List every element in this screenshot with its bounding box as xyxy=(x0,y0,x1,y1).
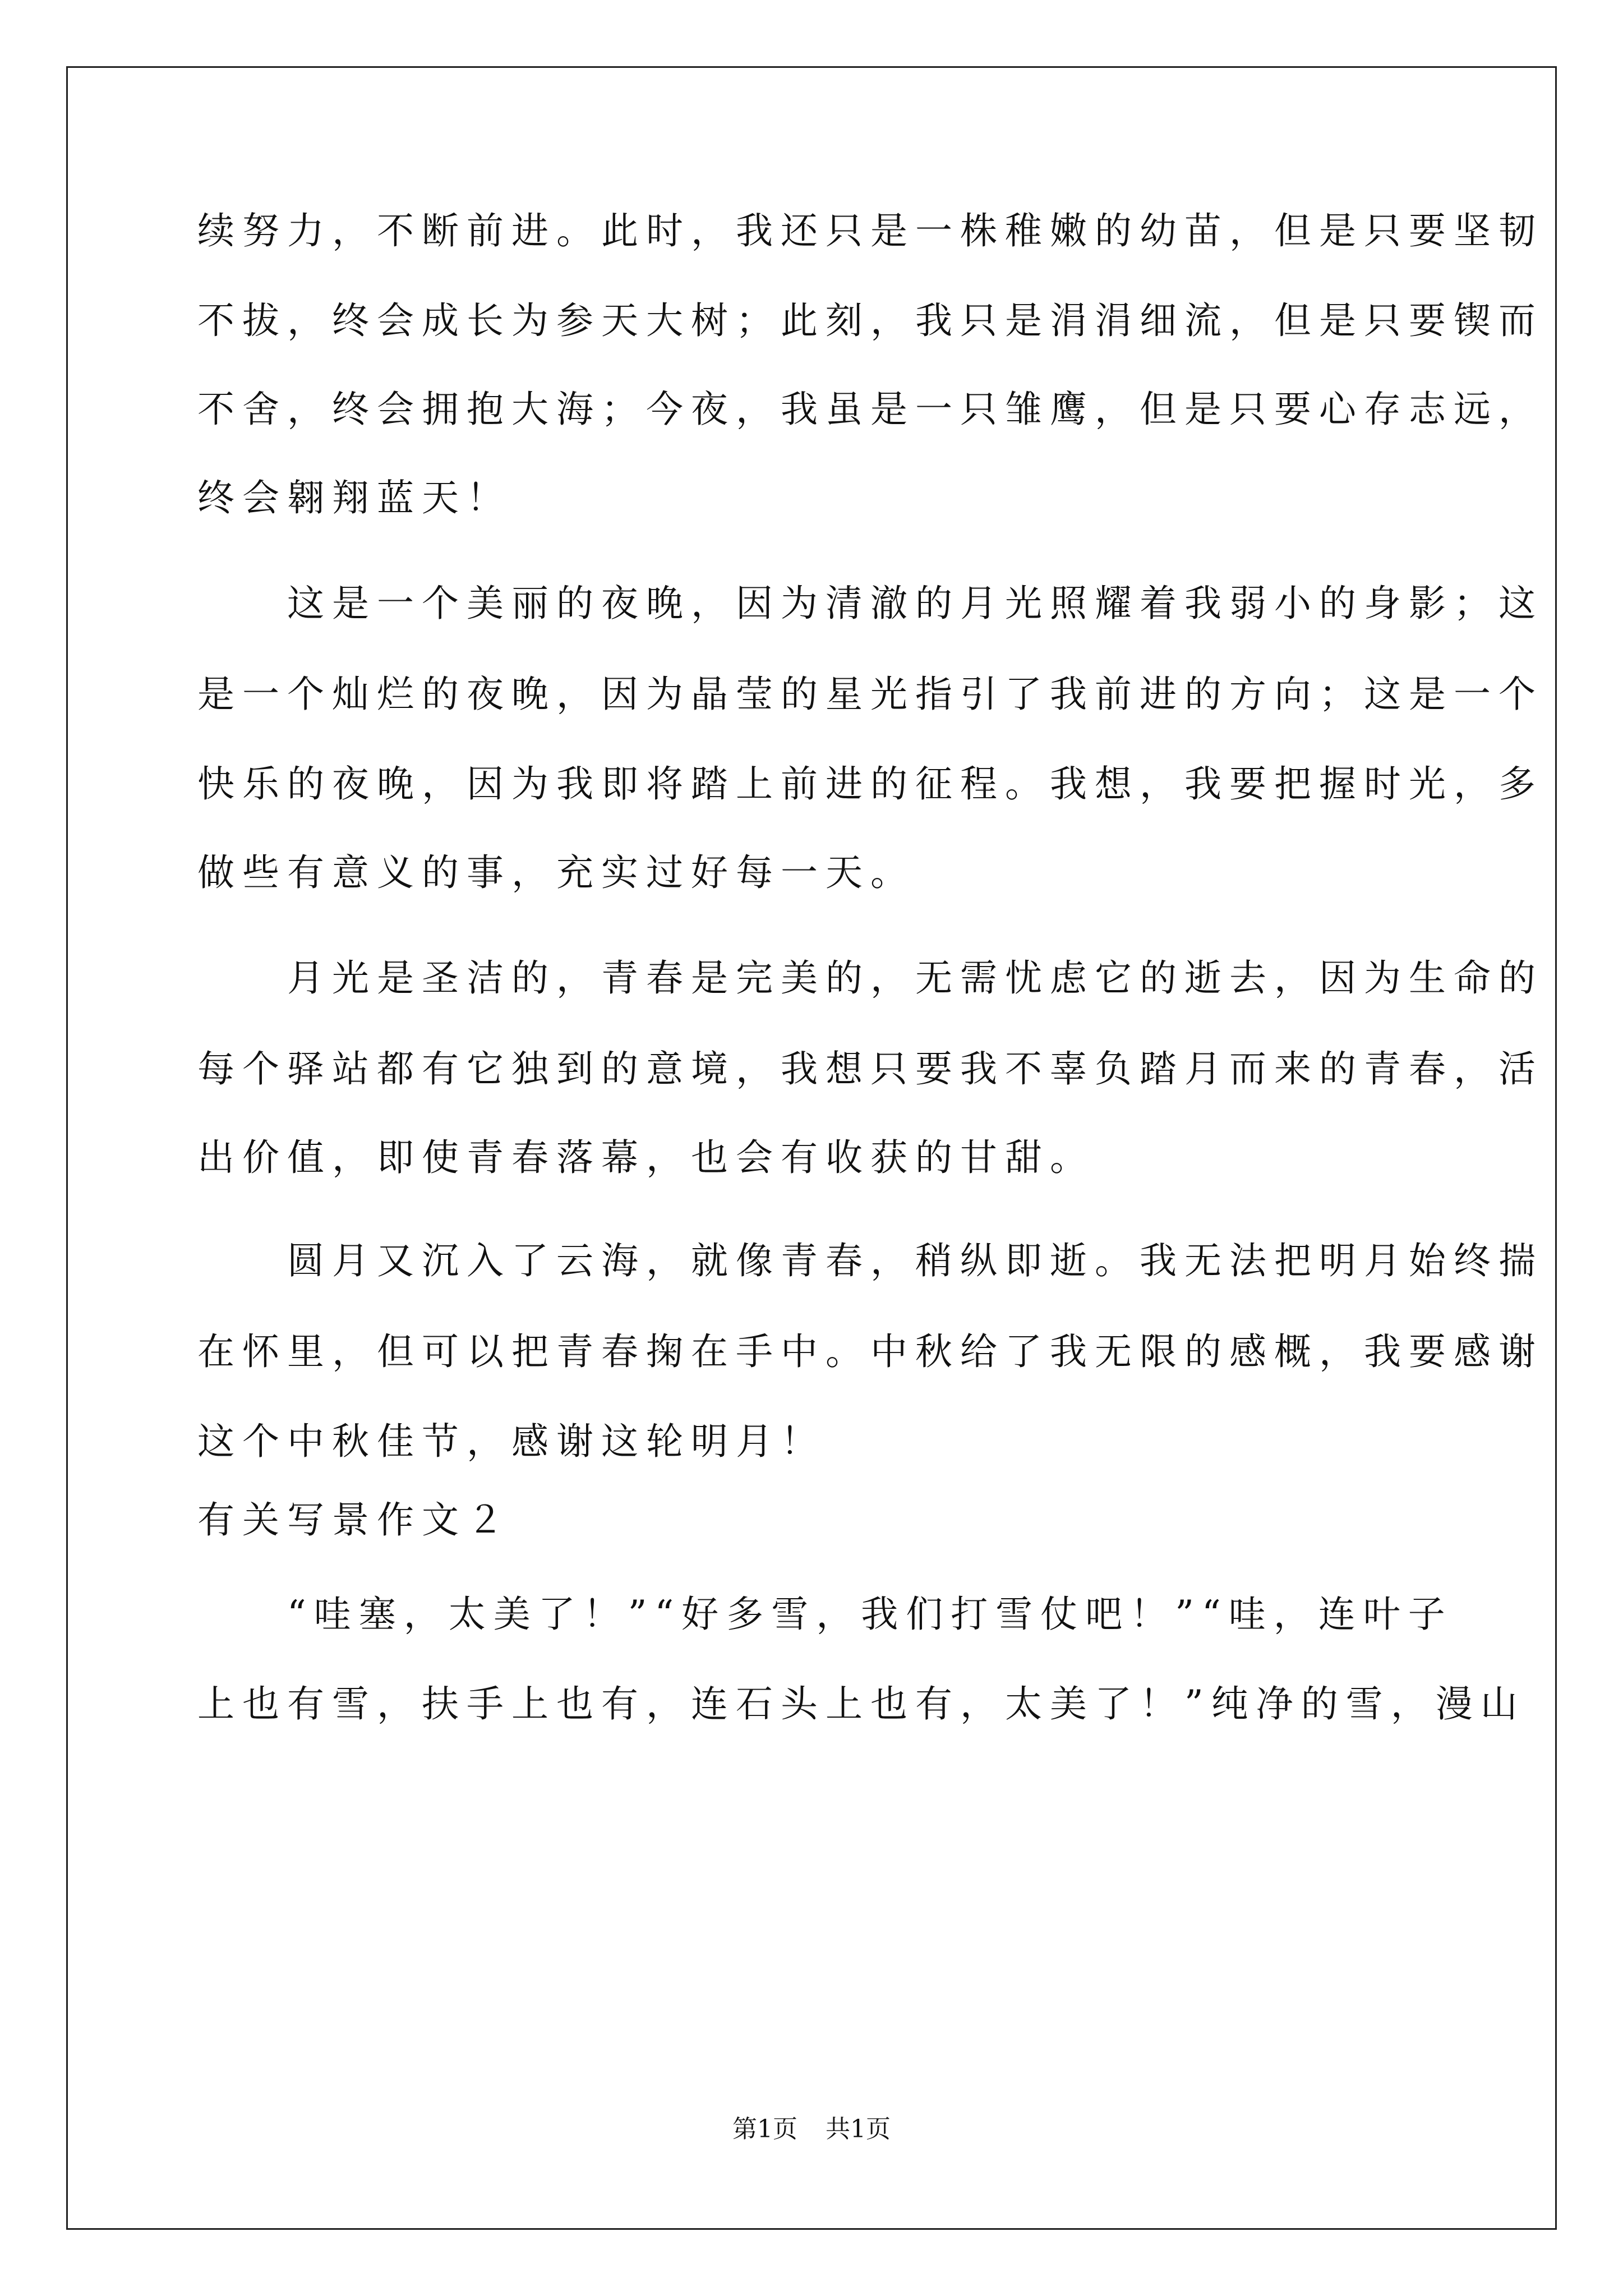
text-line: 不舍，终会拥抱大海；今夜，我虽是一只雏鹰，但是只要心存志远， xyxy=(197,388,1543,431)
text-line: “哇塞，太美了！”“好多雪，我们打雪仗吧！”“哇，连叶子 xyxy=(197,1593,1453,1636)
text-line: 每个驿站都有它独到的意境，我想只要我不辜负踏月而来的青春，活 xyxy=(197,1047,1543,1091)
page-footer xyxy=(0,2114,1623,2145)
text-line: 续努力，不断前进。此时，我还只是一株稚嫩的幼苗，但是只要坚韧 xyxy=(197,209,1543,252)
text-line: 在怀里，但可以把青春掬在手中。中秋给了我无限的感概，我要感谢 xyxy=(197,1330,1543,1373)
text-line: 不拔，终会成长为参天大树；此刻，我只是涓涓细流，但是只要锲而 xyxy=(197,299,1543,342)
text-line: 是一个灿烂的夜晚，因为晶莹的星光指引了我前进的方向；这是一个 xyxy=(197,673,1543,716)
text-line: 出价值，即使青春落幕，也会有收获的甘甜。 xyxy=(197,1136,1095,1179)
text-line: 月光是圣洁的，青春是完美的，无需忧虑它的逝去，因为生命的 xyxy=(197,956,1543,1000)
text-line: 这个中秋佳节，感谢这轮明月！ xyxy=(197,1420,826,1463)
page-total: 共1页 xyxy=(826,2115,891,2143)
section-heading: 有关写景作文２ xyxy=(197,1498,511,1542)
text-line: 这是一个美丽的夜晚，因为清澈的月光照耀着我弱小的身影；这 xyxy=(197,582,1543,625)
text-line: 终会翱翔蓝天！ xyxy=(197,476,511,519)
text-line: 圆月又沉入了云海，就像青春，稍纵即逝。我无法把明月始终揣 xyxy=(197,1239,1543,1282)
text-line: 上也有雪，扶手上也有，连石头上也有，太美了！”纯净的雪，漫山 xyxy=(197,1682,1525,1726)
text-line: 做些有意义的事，充实过好每一天。 xyxy=(197,851,915,894)
page-number: 第1页 xyxy=(732,2115,797,2143)
text-line: 快乐的夜晚，因为我即将踏上前进的征程。我想，我要把握时光，多 xyxy=(197,762,1543,806)
